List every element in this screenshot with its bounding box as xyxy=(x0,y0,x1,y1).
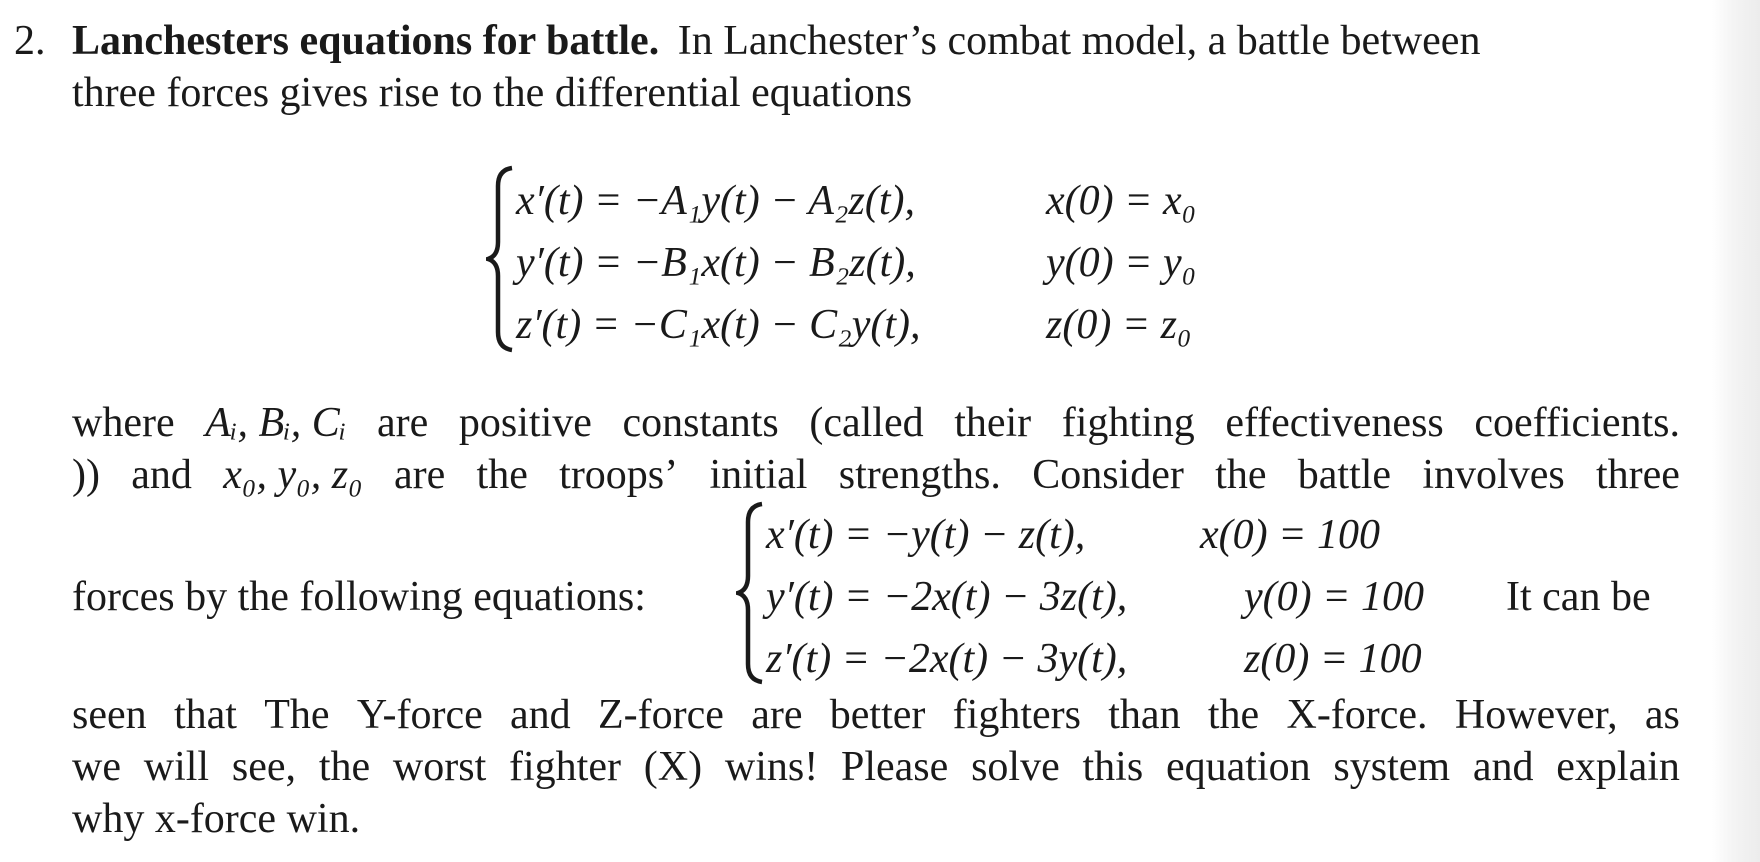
word: and xyxy=(131,452,192,498)
word: the xyxy=(1215,452,1267,498)
system1-ic xyxy=(1046,304,1192,346)
closing-line2 xyxy=(72,746,1680,788)
system1-ic-text: y(0) = y₀ xyxy=(1046,240,1197,286)
word: coefficients. xyxy=(1474,400,1680,446)
system2-row xyxy=(766,514,1085,556)
word: involves xyxy=(1422,452,1565,498)
word: (X) xyxy=(643,744,703,790)
word: fighter xyxy=(509,744,621,790)
word: we xyxy=(72,744,121,790)
system2-ic-text: y(0) = 100 xyxy=(1244,574,1424,620)
intro-text-line1: In Lanchester’s combat model, a battle between xyxy=(677,18,1481,64)
word: Z-force xyxy=(597,692,724,738)
problem-title: Lanchesters equations for battle. xyxy=(72,18,660,64)
word: Aᵢ, Bᵢ, Cᵢ xyxy=(205,400,347,446)
word: worst xyxy=(392,744,487,790)
system1-ic xyxy=(1046,242,1196,284)
word: are xyxy=(377,400,429,446)
word: the xyxy=(1207,692,1260,738)
word: effectiveness xyxy=(1225,400,1444,446)
para2-line3-left: forces by the following equations: xyxy=(72,574,646,620)
system2-ic xyxy=(1244,576,1424,618)
word: (called xyxy=(809,400,924,446)
word: However, xyxy=(1454,692,1618,738)
word: )) xyxy=(72,452,100,498)
word: system xyxy=(1333,744,1451,790)
word: and xyxy=(510,692,571,738)
system1-row xyxy=(516,242,916,284)
word: than xyxy=(1108,692,1181,738)
word: battle xyxy=(1297,452,1392,498)
word: explain xyxy=(1556,744,1680,790)
word: and xyxy=(1472,744,1534,790)
system2-row xyxy=(766,638,1127,680)
word: Consider xyxy=(1032,452,1184,498)
problem-number: 2. xyxy=(14,18,46,64)
para2-line1 xyxy=(72,402,1680,444)
word: troops’ xyxy=(559,452,679,498)
system1-ic-text: z(0) = z₀ xyxy=(1046,302,1192,348)
system1-lhs: z′(t) = −C₁x(t) − C₂y(t), xyxy=(516,302,921,348)
word: will xyxy=(143,744,210,790)
word: the xyxy=(318,744,371,790)
system1-lhs: x′(t) = −A₁y(t) − A₂z(t), xyxy=(516,178,916,224)
system2-ic-text: x(0) = 100 xyxy=(1200,512,1380,558)
word: as xyxy=(1644,692,1680,738)
intro-text-line2: three forces gives rise to the differential equations xyxy=(72,70,913,116)
word: seen xyxy=(72,692,147,738)
para2-line2 xyxy=(72,454,1680,496)
system2-lhs: x′(t) = −y(t) − z(t), xyxy=(766,512,1086,558)
system2-lhs: y′(t) = −2x(t) − 3z(t), xyxy=(766,574,1128,620)
word: x₀, y₀, z₀ xyxy=(223,452,363,498)
closing-line1 xyxy=(72,694,1680,736)
closing-line3: why x-force win. xyxy=(72,796,361,842)
word: Please xyxy=(840,744,949,790)
system2-ic xyxy=(1200,514,1380,556)
word: better xyxy=(829,692,926,738)
word: this xyxy=(1082,744,1144,790)
system1-row xyxy=(516,180,915,222)
system1-lhs: y′(t) = −B₁x(t) − B₂z(t), xyxy=(516,240,916,286)
word: are xyxy=(393,452,446,498)
word: constants xyxy=(622,400,779,446)
word: initial xyxy=(709,452,808,498)
system2-ic xyxy=(1244,638,1422,680)
word: fighting xyxy=(1061,400,1195,446)
system1-ic-text: x(0) = x₀ xyxy=(1046,178,1197,224)
word: strengths. xyxy=(838,452,1001,498)
right-edge-shadow xyxy=(1712,0,1760,862)
word: Y-force xyxy=(356,692,483,738)
word: solve xyxy=(971,744,1060,790)
word: wins! xyxy=(724,744,819,790)
system2-row xyxy=(766,576,1127,618)
word: where xyxy=(72,400,175,446)
word: their xyxy=(954,400,1032,446)
word: The xyxy=(264,692,330,738)
system1-ic xyxy=(1046,180,1196,222)
word: fighters xyxy=(952,692,1081,738)
word: that xyxy=(173,692,237,738)
word: X-force. xyxy=(1286,692,1428,738)
word: positive xyxy=(458,400,592,446)
system2-ic-text: z(0) = 100 xyxy=(1244,636,1422,682)
word: the xyxy=(476,452,528,498)
system2-brace xyxy=(736,500,766,686)
word: equation xyxy=(1165,744,1311,790)
word: see, xyxy=(231,744,297,790)
system2-lhs: z′(t) = −2x(t) − 3y(t), xyxy=(766,636,1128,682)
system1-brace xyxy=(486,164,516,354)
system1-row xyxy=(516,304,921,346)
word: three xyxy=(1595,452,1680,498)
word: are xyxy=(751,692,803,738)
para2-line3-right: It can be xyxy=(1506,574,1651,620)
problem-heading-line xyxy=(72,20,1480,62)
